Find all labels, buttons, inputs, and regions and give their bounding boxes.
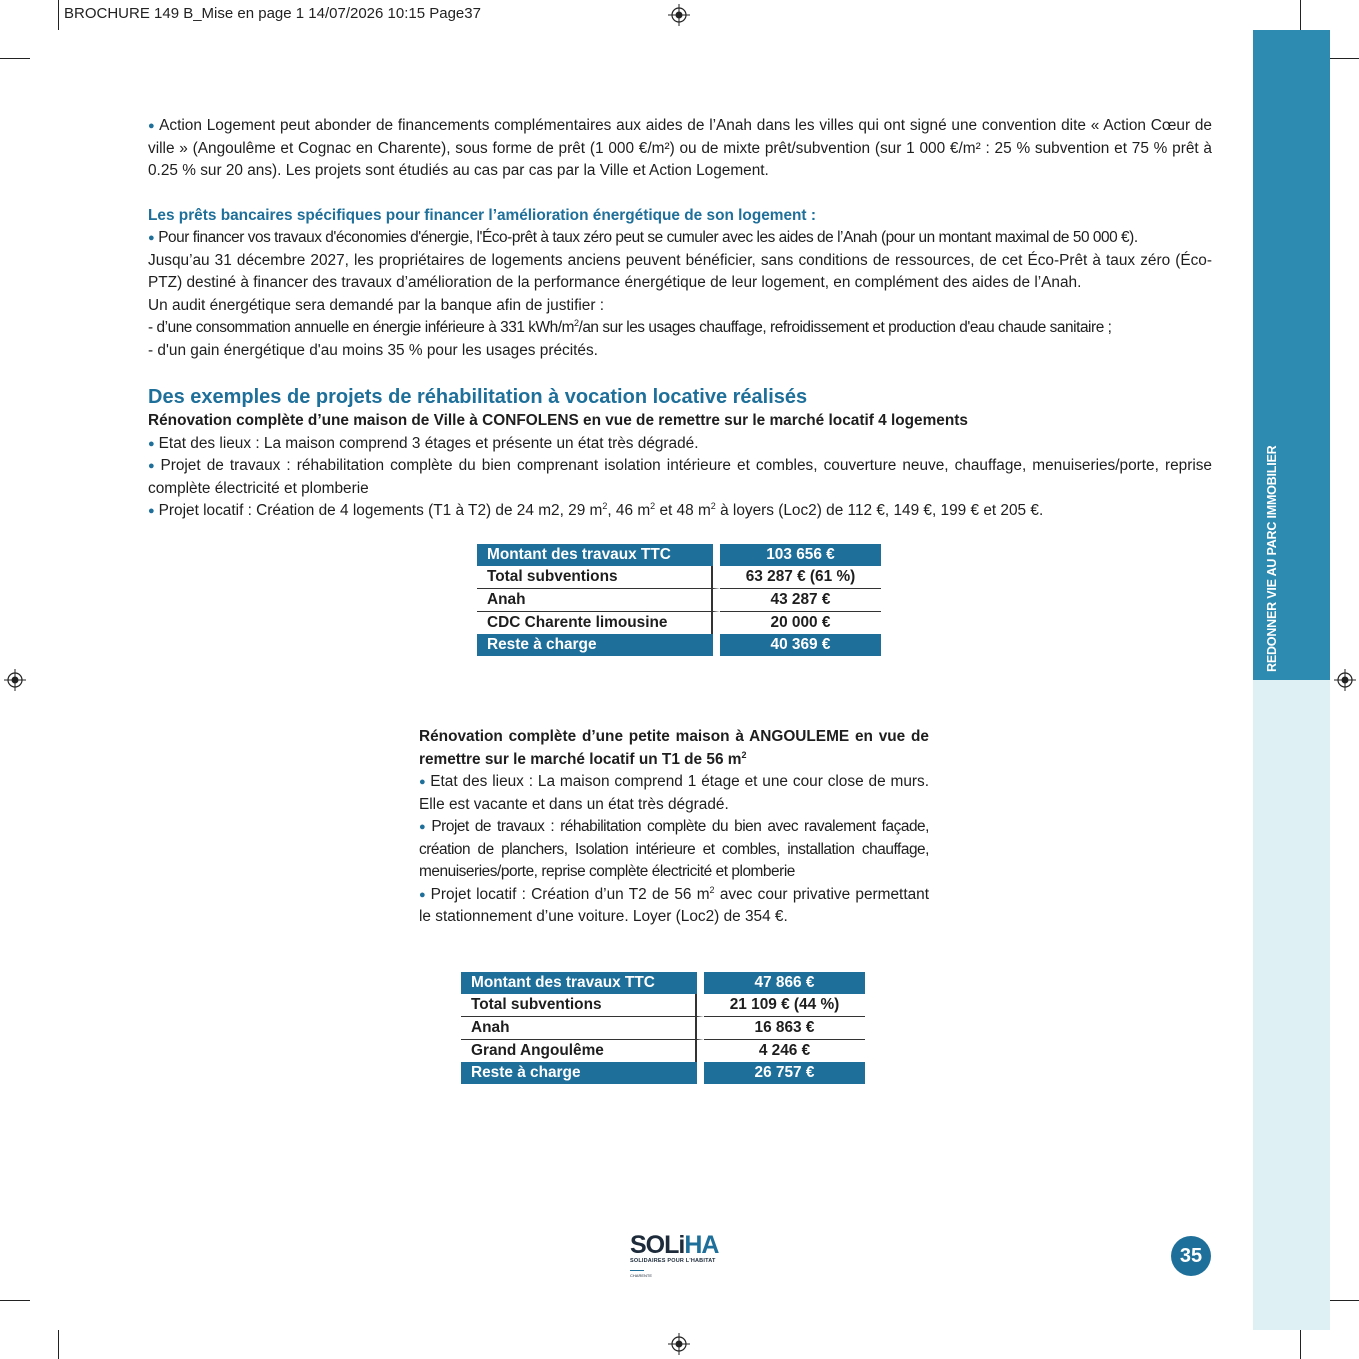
heading-prets-bancaires: Les prêts bancaires spécifiques pour financer l’amélioration énergétique de son logement : (148, 206, 816, 224)
paragraph-action-logement: ● Action Logement peut abonder de financements complémentaires aux aides de l’Anah dans les villes qui ont signé une convention dite « Action Cœur de ville » (Angoulême et Cognac en Charente), sous forme de prêt (1 000 €/m²) ou de mixte prêt/subvention (sur 1 000 €/m² : 25 % subvention et 75 % prêt à 0.25 % sur 20 ans). Les projets sont étudiés au cas par cas par la Ville et Action Logement. (148, 117, 1212, 179)
table-row: Total subventions 21 109 € (44 %) (461, 994, 865, 1017)
bullet-icon: ● (148, 437, 155, 450)
crop-mark (0, 58, 30, 59)
crop-mark (1300, 1330, 1301, 1359)
table-row: Reste à charge 26 757 € (461, 1062, 865, 1084)
project2-locatif: ● Projet locatif : Création d’un T2 de 56 $m^2$ avec cour privative permettant le stationnement d’une voiture. Loyer (Loc2) de 354 €. (419, 884, 929, 925)
project2-etat: ● Etat des lieux : La maison comprend 1 étage et une cour close de murs. Elle est vacante et dans un état très dégradé. (419, 773, 929, 813)
table-row: Montant des travaux TTC 47 866 € (461, 972, 865, 994)
sidebar-section-label: REDONNER VIE AU PARC IMMOBILIER (1265, 445, 1279, 672)
registration-mark-icon (1334, 669, 1356, 691)
logo-wordmark: SOLiHA (630, 1231, 719, 1259)
paragraph-ecoptz-detail: Jusqu’au 31 décembre 2027, les propriétaires de logements anciens peuvent bénéficier, sans conditions de ressources, de cet Éco-Prêt à taux zéro (Éco-PTZ) destiné à financer des travaux d’amélioration de la performance énergétique de leur logement, en complément des aides de l’Anah. (148, 251, 1212, 291)
heading-exemples: Des exemples de projets de réhabilitation à vocation locative réalisés (148, 386, 808, 408)
registration-mark-icon (668, 4, 690, 26)
bullet-icon: ● (148, 505, 155, 517)
table-row: Montant des travaux TTC 103 656 € (477, 544, 881, 566)
project1-travaux: ● Projet de travaux : réhabilitation complète du bien comprenant isolation intérieure et combles, couverture neuve, chauffage, menuiseries/porte, reprise complète électricité et plomberie (148, 457, 1212, 497)
soliha-logo (630, 1232, 718, 1278)
project1-title: Rénovation complète d’une maison de Ville à CONFOLENS en vue de remettre sur le marché locatif 4 logements (148, 412, 968, 429)
table-row: Anah 43 287 € (477, 589, 881, 612)
crop-mark (0, 1300, 30, 1301)
project1-financing-table (477, 544, 881, 656)
project2-financing-table (461, 972, 865, 1084)
bullet-icon: ● (419, 888, 427, 901)
paragraph-ecoptz: ● Pour financer vos travaux d'économies d'énergie, l'Éco-prêt à taux zéro peut se cumuler avec les aides de l’Anah (pour un montant maximal de 50 000 €). (148, 229, 1138, 246)
page-number: 35 (1171, 1236, 1211, 1276)
logo-tagline: SOLIDAIRES POUR L'HABITAT (630, 1258, 716, 1264)
table-row: Reste à charge 40 369 € (477, 634, 881, 656)
paragraph-gain: - d'un gain énergétique d'au moins 35 % pour les usages précités. (148, 341, 598, 359)
logo-city: CHARENTE (630, 1273, 653, 1278)
project1-etat: ● Etat des lieux : La maison comprend 3 étages et présente un état très dégradé. (148, 434, 699, 452)
bullet-icon: ● (148, 460, 157, 472)
crop-mark (1300, 0, 1301, 30)
bullet-icon: ● (419, 776, 427, 788)
table-row: CDC Charente limousine 20 000 € (477, 612, 881, 634)
bullet-icon: ● (148, 232, 155, 244)
print-slug: BROCHURE 149 B_Mise en page 1 14/07/2026 10:15 Page37 (64, 5, 481, 22)
crop-mark (58, 1330, 59, 1359)
crop-mark (1330, 1300, 1359, 1301)
table-row: Grand Angoulême 4 246 € (461, 1040, 865, 1062)
paragraph-audit: Un audit énergétique sera demandé par la banque afin de justifier : (148, 296, 605, 314)
bullet-icon: ● (419, 821, 428, 833)
bullet-icon: ● (148, 120, 156, 132)
registration-mark-icon (4, 669, 26, 691)
registration-mark-icon (668, 1333, 690, 1355)
table-row: Total subventions 63 287 € (61 %) (477, 566, 881, 589)
crop-mark (58, 0, 59, 30)
project1-locatif: ● Projet locatif : Création de 4 logements (T1 à T2) de 24 m2, 29 $m^2$, 46 $m^2$ et 48 $m^2$ à loyers (Loc2) de 112 €, 149 €, 199 € et 205 €. (148, 500, 1044, 519)
logo-divider (630, 1270, 644, 1271)
table-row: Anah 16 863 € (461, 1017, 865, 1040)
project2-block (419, 726, 929, 929)
main-content (148, 115, 1212, 523)
sidebar-band-bottom (1253, 680, 1330, 1330)
paragraph-consommation: - d’une consommation annuelle en énergie inférieure à 331 kWh/$m^2/an$ sur les usages chauffage, refroidissement et production d'eau chaude sanitaire ; (148, 317, 1112, 336)
project2-title: Rénovation complète d’une petite maison à ANGOULEME en vue de remettre sur le marché locatif un T1 de 56 $m^2$ (419, 728, 929, 768)
crop-mark (1330, 58, 1359, 59)
project2-travaux: ● Projet de travaux : réhabilitation complète du bien avec ravalement façade, création de planchers, Isolation intérieure et combles, installation chauffage, menuiseries/porte, reprise complète électricité et plomberie (419, 818, 929, 880)
